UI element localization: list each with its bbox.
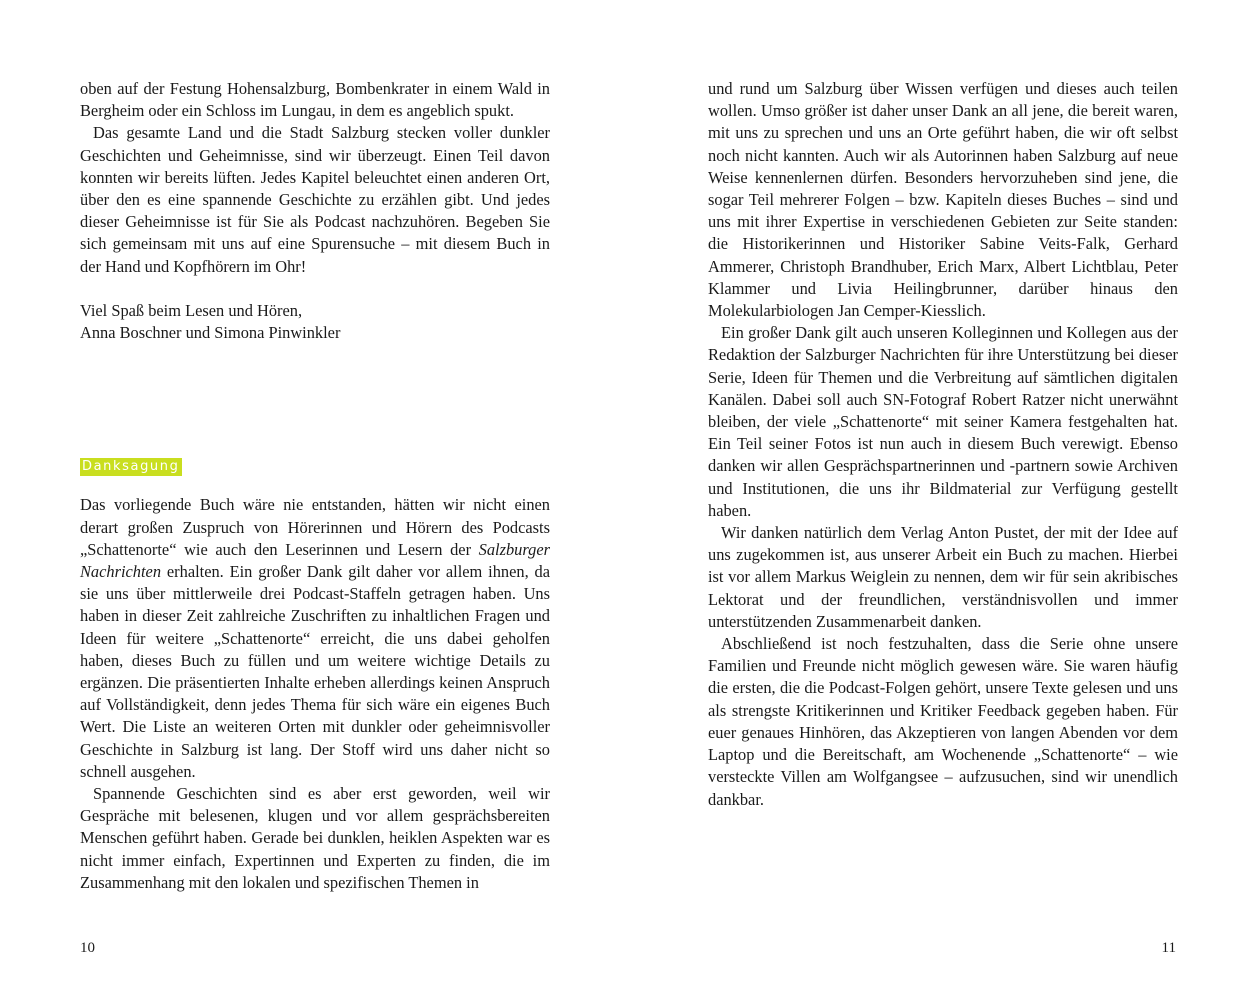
paragraph: und rund um Salzburg über Wissen verfügen und dieses auch teilen wollen. Umso größer ist daher unser Dank an all jene, die bereit waren, mit uns zu sprechen und uns an Orte geführt haben, die wir oft selbst noch nicht kannten. Auch wir als Autorinnen haben Salzburg auf neue Weise kennenlernen dürfen. Besonders hervorzuheben sind jene, die sogar Teil mehrerer Folgen – bzw. Kapiteln dieses Buches – sind und uns mit ihrer Expertise in verschiedenen Gebieten zur Seite standen: die Historikerinnen und Historiker Sabine Veits-Falk, Gerhard Ammerer, Christoph Brandhuber, Erich Marx, Albert Lichtblau, Peter Klammer und Livia Heilingbrunner, darüber hinaus den Molekularbiologen Jan Cemper-Kiesslich. [708, 79, 1178, 321]
section-heading: Danksagung [80, 458, 182, 476]
paragraph [80, 494, 550, 783]
paragraph-text: erhalten. Ein großer Dank gilt daher vor allem ihnen, da sie uns über mittlerweile drei Podcast-Staffeln getragen haben. Uns haben in dieser Zeit zahlreiche Zuschriften zu inhaltlichen Fragen und Ideen für weitere „Schattenorte“ erreicht, die uns dabei geholfen haben, dieses Buch zu füllen und um weitere wichtige Details zu ergänzen. Die präsentierten Inhalte erheben allerdings keinen Anspruch auf Vollständigkeit, denn jedes Thema für sich wäre ein eigenes Buch Wert. Die Liste an weiteren Orten mit dunkler oder geheimnisvoller Geschichte in Salzburg ist lang. Der Stoff wird uns daher nicht so schnell ausgehen. [80, 562, 550, 781]
paragraph: Abschließend ist noch festzuhalten, dass die Serie ohne unsere Familien und Freunde nicht möglich gewesen wäre. Sie waren häufig die ersten, die die Podcast-Folgen gehört, unsere Texte gelesen und uns als strengste Kritikerinnen und Kritiker Feedback gegeben haben. Für euer genaues Hinhören, das Akzeptieren von langen Abenden vor dem Laptop und die Bereitschaft, am Wochenende „Schattenorte“ – wie versteckte Villen am Wolfgangsee – aufzusuchen, sind wir unendlich dankbar. [708, 634, 1178, 809]
newspaper-title: Salzburger Nachrichten [80, 539, 550, 582]
right-text-column [708, 78, 1178, 811]
page-number: 11 [1161, 940, 1176, 956]
section-heading-wrapper [80, 454, 550, 476]
paragraph: Wir danken natürlich dem Verlag Anton Pustet, der mit der Idee auf uns zugekommen ist, aus unserer Arbeit ein Buch zu machen. Hierbei ist vor allem Markus Weiglein zu nennen, dem wir für sein akribisches Lektorat und der freundlichen, verständnisvollen und immer unterstützenden Zusammenarbeit danken. [708, 523, 1178, 631]
paragraph-text: Das vorliegende Buch wäre nie entstanden, hätten wir nicht einen derart großen Zuspruch von Hörerinnen und Hörern des Podcasts „Schattenorte“ wie auch den Leserinnen und Lesern der [80, 495, 550, 559]
page-number: 10 [80, 940, 95, 956]
signoff-authors: Anna Boschner und Simona Pinwinkler [80, 323, 341, 343]
left-text-column [80, 78, 550, 894]
paragraph: oben auf der Festung Hohensalzburg, Bombenkrater in einem Wald in Bergheim oder ein Schloss im Lungau, in dem es angeblich spukt. [80, 79, 550, 121]
signoff [80, 300, 550, 344]
paragraph: Ein großer Dank gilt auch unseren Kolleginnen und Kollegen aus der Redaktion der Salzburger Nachrichten für ihre Unterstützung bei dieser Serie, Ideen für Themen und die Verbreitung auf sämtlichen digitalen Kanälen. Dabei soll auch SN-Fotograf Robert Ratzer nicht unerwähnt bleiben, der viele „Schattenorte“ mit seiner Kamera festgehalten hat. Ein Teil seiner Fotos ist nun auch in diesem Buch verewigt. Ebenso danken wir allen Gesprächspartnerinnen und -partnern sowie Archiven und Institutionen, die uns ihr Bildmaterial zur Verfügung gestellt haben. [708, 323, 1178, 520]
paragraph: Das gesamte Land und die Stadt Salzburg stecken voller dunkler Geschichten und Geheimnisse, sind wir überzeugt. Einen Teil davon konnten wir bereits lüften. Jedes Kapitel beleuchtet einen anderen Ort, über den es eine spannende Geschichte zu erzählen gibt. Und jedes dieser Geheimnisse ist für Sie als Podcast nachzuhören. Begeben Sie sich gemeinsam mit uns auf eine Spurensuche – mit diesem Buch in der Hand und Kopfhörern im Ohr! [80, 123, 550, 276]
signoff-greeting: Viel Spaß beim Lesen und Hören, [80, 300, 303, 320]
paragraph: Spannende Geschichten sind es aber erst geworden, weil wir Gespräche mit belesenen, klugen und vor allem gesprächsbereiten Menschen geführt haben. Gerade bei dunklen, heiklen Aspekten war es nicht immer einfach, Expertinnen und Experten zu finden, die im Zusammenhang mit den lokalen und spezifischen Themen in [80, 784, 550, 892]
right-page [628, 0, 1256, 1000]
